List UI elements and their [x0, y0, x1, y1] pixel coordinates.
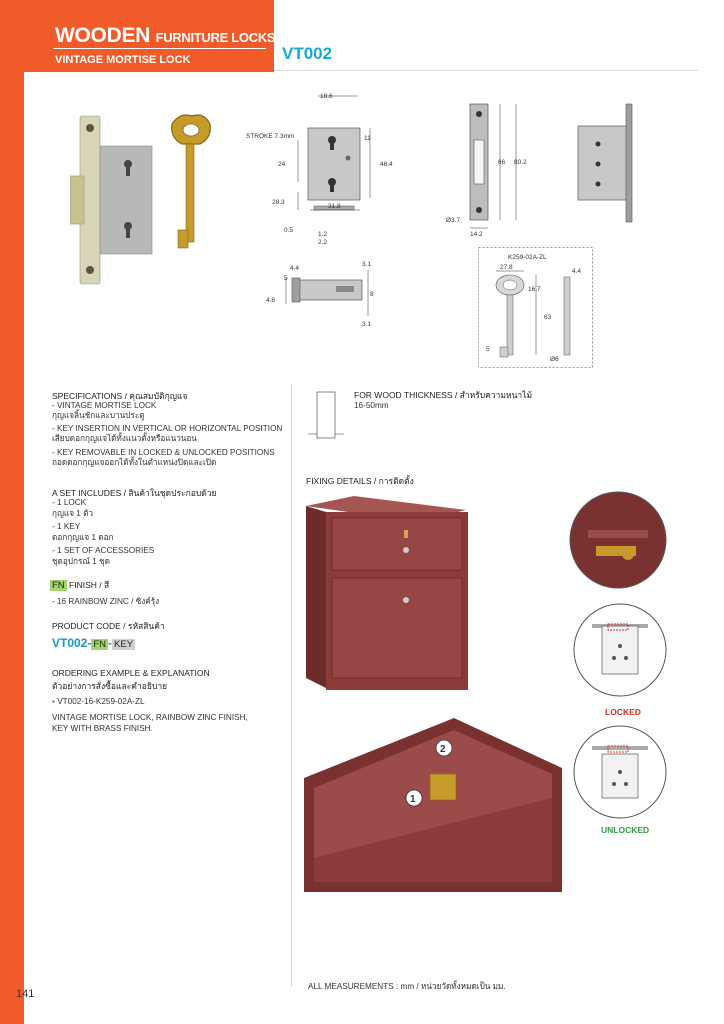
unlocked-caption: UNLOCKED: [601, 825, 650, 835]
product-code-prefix: VT002-: [52, 636, 92, 650]
title-divider: [53, 48, 266, 49]
dim-31-8: 31.8: [328, 203, 341, 210]
dim-18-6: 18.6: [320, 93, 333, 100]
key-dim-27-8: 27.8: [500, 264, 513, 271]
dim-3-7: Ø3.7: [446, 217, 461, 224]
key-part-code: K259-02A-ZL: [508, 254, 547, 261]
set-heading: A SET INCLUDES / สินค้าในชุดประกอบด้วย: [52, 488, 217, 498]
product-code-heading: PRODUCT CODE / รหัสสินค้า: [52, 621, 165, 631]
locked-caption: LOCKED: [605, 707, 641, 717]
product-photo: [70, 108, 220, 288]
specs-line-1: - VINTAGE MORTISE LOCK: [52, 401, 157, 410]
set-line-2: กุญแจ 1 ตัว: [52, 509, 94, 518]
dim-28-3: 28.3: [272, 199, 285, 206]
key-dim-6: Ø6: [550, 356, 559, 363]
dim-2-2: 2.2: [318, 239, 328, 246]
product-subtitle: VINTAGE MORTISE LOCK: [55, 54, 191, 66]
finish-label: FINISH / สี: [69, 580, 110, 590]
set-line-5: - 1 SET OF ACCESSORIES: [52, 546, 155, 555]
faceplate-drawing: [444, 98, 534, 240]
dim-1-2: 1.2: [318, 231, 328, 238]
lock-image: [70, 116, 152, 284]
category-title-big: WOODEN: [55, 24, 151, 47]
drawer-installation: [304, 718, 562, 892]
specs-line-3: - KEY INSERTION IN VERTICAL OR HORIZONTAL POSITION: [52, 424, 283, 433]
dim-66: 66: [498, 159, 506, 166]
measurement-note: ALL MEASUREMENTS : mm / หน่วยวัดทั้งหมดเป็น มม.: [308, 982, 506, 991]
key-dim-16-7: 16.7: [528, 286, 541, 293]
set-line-6: ชุดอุปกรณ์ 1 ชุด: [52, 557, 110, 566]
specs-line-4: เสียบดอกกุญแจได้ทั้งแนวตั้งหรือแนวนอน: [52, 434, 197, 443]
wood-range: 16-50mm: [354, 401, 389, 410]
dim-8: 8: [370, 291, 374, 298]
unlocked-detail: [572, 724, 668, 820]
ordering-heading-th: ตัวอย่างการสั่งซื้อและคำอธิบาย: [52, 681, 168, 691]
set-line-4: ดอกกุญแจ 1 ดอก: [52, 533, 114, 542]
ordering-code: ▪ VT002-16-K259-02A-ZL: [52, 697, 145, 706]
page-number: 141: [16, 988, 35, 1000]
wood-heading: FOR WOOD THICKNESS / สำหรับความหนาไม้: [354, 390, 533, 400]
product-code-fn: FN: [93, 639, 107, 650]
specs-line-5: - KEY REMOVABLE IN LOCKED & UNLOCKED POSITIONS: [52, 448, 275, 457]
header-rule: [274, 70, 698, 71]
dim-4-8: 4.8: [266, 297, 276, 304]
wood-thickness-diagram: [306, 386, 346, 442]
set-line-1: - 1 LOCK: [52, 498, 87, 507]
model-number: VT002: [282, 44, 333, 63]
key-image: [172, 115, 211, 248]
product-code: [52, 634, 135, 652]
key-drawing-box: [478, 247, 594, 369]
keyhole-closeup: [568, 490, 668, 590]
dim-stroke: STROKE 7.3mm: [246, 133, 295, 140]
ordering-desc-2: KEY WITH BRASS FINISH.: [52, 724, 153, 733]
specs-line-6: ถอดดอกกุญแจออกได้ทั้งในตำแหน่งปิดและเปิด: [52, 458, 217, 467]
finish-tag: FN: [52, 580, 65, 591]
dim-0-5: 0.5: [284, 227, 294, 234]
category-title-small: FURNITURE LOCKS: [155, 30, 276, 45]
cabinet-illustration: [306, 494, 472, 694]
lock-front-drawing: [240, 86, 400, 250]
dim-3-1-top: 3.1: [362, 261, 372, 268]
step-1-label: 1: [410, 794, 416, 805]
ordering-desc-1: VINTAGE MORTISE LOCK, RAINBOW ZINC FINISH,: [52, 713, 248, 722]
fixing-heading: FIXING DETAILS / การติดตั้ง: [306, 476, 414, 486]
step-2-label: 2: [440, 744, 446, 755]
locked-detail: [572, 602, 668, 698]
specs-heading: SPECIFICATIONS / คุณสมบัติกุญแจ: [52, 391, 188, 401]
dim-80-2: 80.2: [514, 159, 527, 166]
lock-side-drawing: [570, 100, 636, 224]
ordering-heading-en: ORDERING EXAMPLE & EXPLANATION: [52, 668, 210, 678]
dim-5: 5: [284, 275, 288, 282]
dim-24: 24: [278, 161, 286, 168]
key-dim-4-4: 4.4: [572, 268, 582, 275]
side-accent-bar: [0, 0, 24, 1024]
dim-3-1-bottom: 3.1: [362, 321, 372, 328]
key-dim-5: 5: [486, 346, 490, 353]
dim-14-2: 14.2: [470, 231, 483, 238]
finish-row: [50, 578, 109, 592]
column-divider: [291, 384, 292, 986]
lock-top-drawing: [262, 258, 380, 330]
specs-line-2: กุญแจลิ้นชักและบานประตู: [52, 411, 145, 420]
category-title: [55, 24, 275, 48]
key-dim-63: 63: [544, 314, 552, 321]
set-line-3: - 1 KEY: [52, 522, 81, 531]
product-code-key: KEY: [114, 639, 134, 650]
dim-46-4: 46.4: [380, 161, 393, 168]
product-code-dash: -: [108, 636, 113, 650]
ordering-code-text: VT002-16-K259-02A-ZL: [57, 697, 145, 706]
finish-item: - 16 RAINBOW ZINC / ซิงค์รุ้ง: [52, 597, 160, 606]
dim-4-4: 4.4: [290, 265, 300, 272]
dim-11: 11: [364, 135, 371, 142]
